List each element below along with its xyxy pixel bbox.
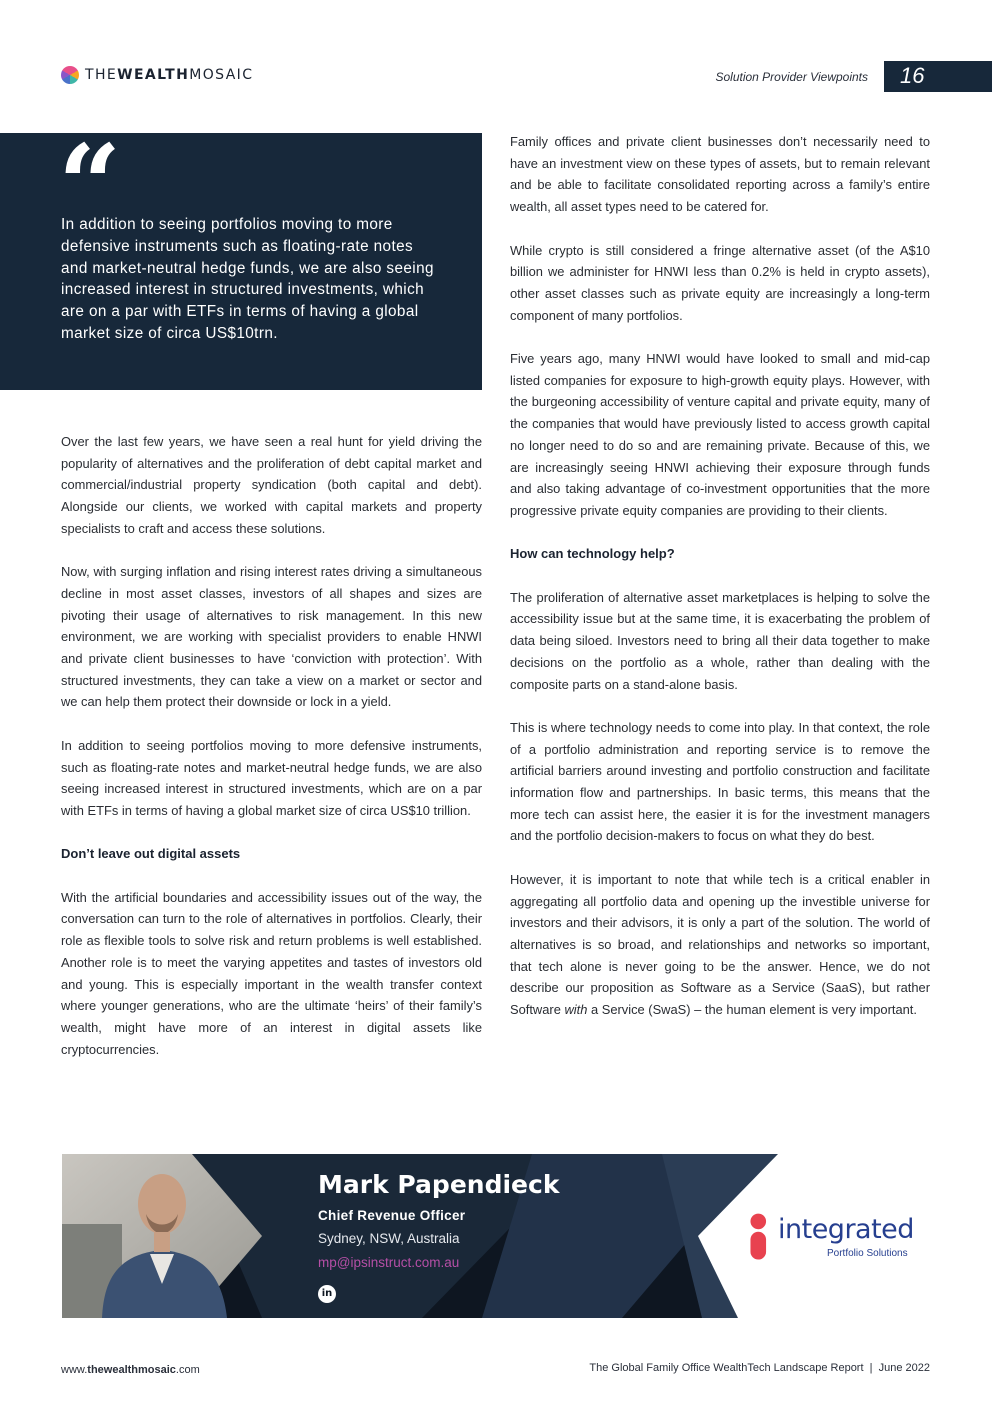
mosaic-logo-icon xyxy=(61,66,79,84)
paragraph: Over the last few years, we have seen a real hunt for yield driving the popularity of alternatives and the proliferation of debt capital market and commercial/industrial property syndication (both capital and debt). Alongside our clients, we worked with capital markets and property specialists to craft and access these solutions. xyxy=(61,434,482,536)
right-column xyxy=(510,131,930,1042)
section-heading: Don’t leave out digital assets xyxy=(61,846,241,862)
logo-wordmark: THEWEALTHMOSAIC xyxy=(85,67,254,83)
paragraph: The proliferation of alternative asset marketplaces is helping to solve the accessibility issue but at the same time, it is exacerbating the problem of data being siloed. Investors need to bring all their data together to make decisions on the portfolio as a whole, rather than dealing with the composite parts on a stand-alone basis. xyxy=(510,589,930,692)
paragraph: With the artificial boundaries and accessibility issues out of the way, the conversation can turn to the role of alternatives in portfolios. Clearly, their role as flexible tools to solve risk and return problems is well established. Another role is to meet the varying appetites and tastes of investors old and young. This is especially important in the wealth transfer context where younger generations, who are the ultimate ‘heirs’ of their family’s wealth, might have more of an interest in digital assets like cryptocurrencies. xyxy=(61,889,482,1057)
paragraph: While crypto is still considered a fringe alternative asset (of the A$10 billion we administer for HNWI less than 0.2% is held in crypto assets), other asset classes such as private equity are increasingly a long-term component of many portfolios. xyxy=(510,242,930,323)
paragraph: Family offices and private client businesses don’t necessarily need to have an investment view on these types of assets, but to remain relevant and be able to facilitate consolidated reporting across a family’s entire wealth, all asset types need to be catered for. xyxy=(510,134,930,215)
left-column xyxy=(61,431,482,1082)
page-number: 16 xyxy=(900,63,925,88)
profile-location: Sydney, NSW, Australia xyxy=(318,1231,460,1246)
section-label: Solution Provider Viewpoints xyxy=(715,70,868,84)
quote-mark-icon: “ xyxy=(58,120,122,249)
paragraph: However, it is important to note that while tech is a critical enabler in aggregating all portfolio data and opening up the investible universe for investors and their advisors, it is only a part of the solution. The world of alternatives is so broad, and relationships and networks so important, that tech alone is never going to be the answer. Hence, we do not describe our proposition as Software as a Service (SaaS), but rather Software with a Service (SwaS) – the human element is very important. xyxy=(510,871,930,1018)
paragraph: In addition to seeing portfolios moving to more defensive instruments, such as floating-rate notes and market-neutral hedge funds, we are also seeing increased interest in structured investments, which are on a par with ETFs in terms of having a global market size of circa US$10 trillion. xyxy=(61,737,482,818)
profile-photo xyxy=(62,1154,262,1318)
footer-website-link[interactable]: www.thewealthmosaic.com xyxy=(61,1364,200,1376)
profile-email-link[interactable]: mp@ipsinstruct.com.au xyxy=(318,1255,460,1270)
profile-role: Chief Revenue Officer xyxy=(318,1208,466,1223)
wealth-mosaic-logo xyxy=(61,66,253,84)
company-tagline: Portfolio Solutions xyxy=(827,1248,908,1259)
paragraph: Now, with surging inflation and rising interest rates driving a simultaneous decline in most asset classes, investors of all shapes and sizes are pivoting their usage of alternatives to risk management. In this new environment, we are working with specialist providers to enable HNWI and private client businesses to have ‘conviction with protection’. With structured investments, they can take a view on a market or sector and we can help them protect their downside or lock in a yield. xyxy=(61,564,482,710)
company-name: integrated xyxy=(778,1214,914,1245)
linkedin-icon[interactable]: in xyxy=(318,1285,336,1303)
pull-quote-text: In addition to seeing portfolios moving to more defensive instruments such as floating-rate notes and market-neutral hedge funds, we are also seeing increased interest in structured investments, which are on a par with ETFs in terms of having a global market size of circa US$10trn. xyxy=(61,216,434,342)
integrated-logo-icon xyxy=(747,1211,773,1263)
profile-name: Mark Papendieck xyxy=(318,1170,560,1199)
paragraph: This is where technology needs to come into play. In that context, the role of a portfolio administration and reporting service is to remove the artificial barriers around investing and portfolio construction and facilitate information flow and partnerships. In basic terms, this means that the more tech can assist here, the easier it is for the investment managers and the portfolio decision-makers to focus on what they do best. xyxy=(510,719,930,844)
paragraph: Five years ago, many HNWI would have looked to small and mid-cap listed companies for exposure to high-growth equity plays. However, with the burgeoning accessibility of venture capital and private equity, many of the companies that would have previously listed to access growth capital no longer need to do so and are remaining private. Because of this, we are increasingly seeing HNWI achieving their exposure through funds and also taking advantage of co-investment opportunities that the more progressive private equity companies are providing to their clients. xyxy=(510,351,930,518)
footer-report-title: The Global Family Office WealthTech Landscape Report | June 2022 xyxy=(589,1362,930,1374)
section-heading: How can technology help? xyxy=(510,546,675,562)
